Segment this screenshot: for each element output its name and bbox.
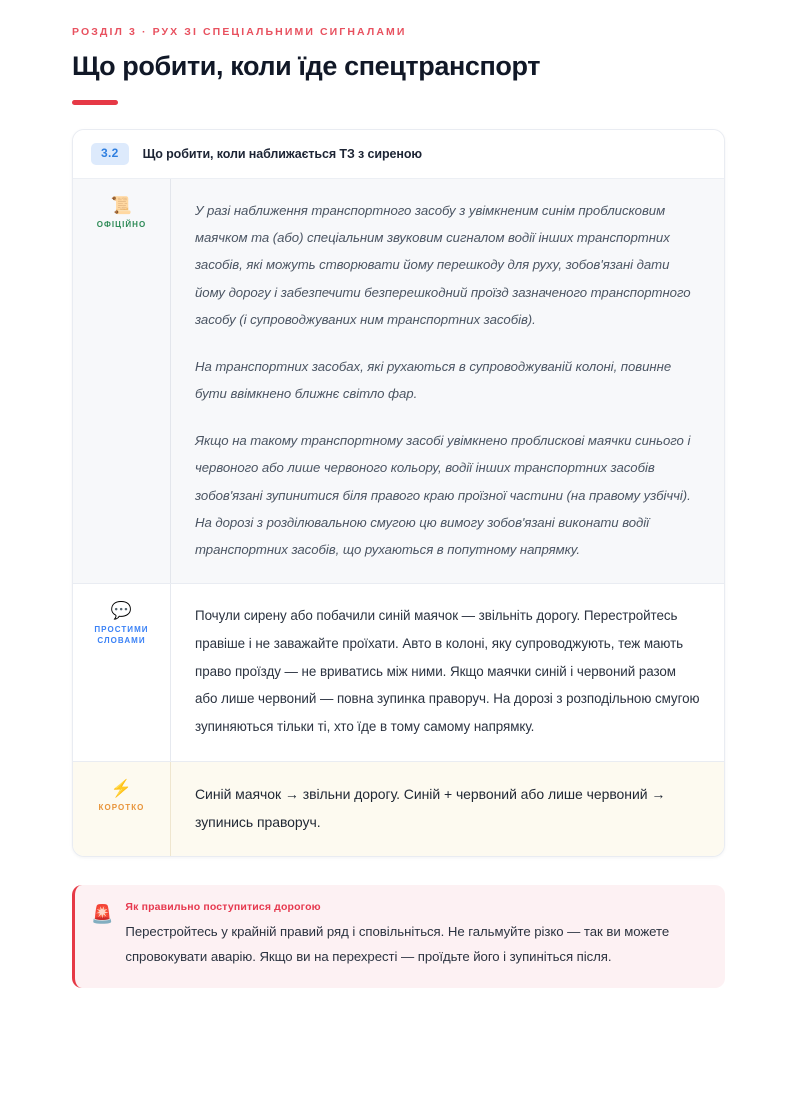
lightning-bolt-icon: ⚡ [110, 778, 133, 798]
short-summary-label: КОРОТКО [98, 802, 145, 812]
official-paragraph: Якщо на такому транспортному засобі увімкнено проблискові маячки синього і червоного або лише червоного кольору, водії інших транспортних засобів зобов'язані зупинитися біля правого краю проїзної частини (на правому узбіччі). На дорозі з розділювальною смугою цю вимогу зобов'язані виконати водії транспортних засобів, що рухаються в попутному напрямку. [195, 433, 691, 557]
official-label: ОФІЦІЙНО [96, 219, 147, 229]
simple-words-label: ПРОСТИМИ СЛОВАМИ [94, 625, 149, 645]
rule-number-badge: 3.2 [91, 143, 129, 165]
page-title: Що робити, коли їде спецтранспорт [72, 50, 541, 81]
official-paragraph: На транспортних засобах, які рухаються в супроводжуваній колоні, повинне бути ввімкнено ближнє світло фар. [195, 358, 672, 402]
simple-words-text: Почули сирену або побачили синій маячок — звільніть дорогу. Перестройтесь правіше і не заважайте проїхати. Авто в колоні, яку супроводжують, теж мають право проїзду — не вриватись між ними. Якщо маячки синій і червоний разом або лише червоний — повна зупинка праворуч. На дорозі з розподільною смугою зупиняються тільки ті, хто їде в тому самому напрямку. [195, 608, 700, 735]
rule-card-title: Що робити, коли наближається ТЗ з сиреною [142, 147, 422, 162]
rule-card [72, 129, 725, 857]
advice-callout [72, 885, 725, 988]
advice-callout-content [125, 901, 703, 970]
short-summary-block [73, 762, 724, 856]
advice-callout-title: Як правильно поступитися дорогою [125, 900, 321, 913]
simple-words-block [73, 584, 724, 762]
short-summary-text: Синій маячок → звільни дорогу. Синій + червоний або лише червоний → зупинись праворуч. [195, 785, 666, 830]
official-body [170, 179, 724, 583]
page-header [0, 0, 800, 105]
scroll-icon: 📜 [110, 195, 133, 215]
short-summary-body [170, 762, 724, 856]
official-label-column [73, 179, 170, 583]
title-accent-bar [72, 100, 118, 105]
official-block [73, 179, 724, 584]
simple-words-label-column [73, 584, 170, 761]
rule-card-header [73, 130, 724, 179]
simple-words-body [170, 584, 724, 761]
section-eyebrow: РОЗДІЛ 3 · РУХ ЗІ СПЕЦІАЛЬНИМИ СИГНАЛАМИ [72, 26, 407, 38]
advice-callout-text: Перестройтесь у крайній правий ряд і сповільніться. Не гальмуйте різко — так ви можете спровокувати аварію. Якщо ви на перехресті — проїдьте його і зупиніться після. [125, 923, 670, 965]
speech-bubble-icon: 💬 [110, 601, 133, 621]
official-paragraph: У разі наближення транспортного засобу з увімкненим синім проблисковим маячком та (або) спеціальним звуковим сигналом водії інших транспортних засобів, які можуть створювати йому перешкоду для руху, зобов'язані дати йому дорогу і забезпечити безперешкодний проїзд зазначеного транспортного засобу (і супроводжуваних ним транспортних засобів). [195, 202, 691, 327]
siren-icon: 🚨 [91, 903, 114, 924]
short-summary-label-column [73, 762, 170, 856]
